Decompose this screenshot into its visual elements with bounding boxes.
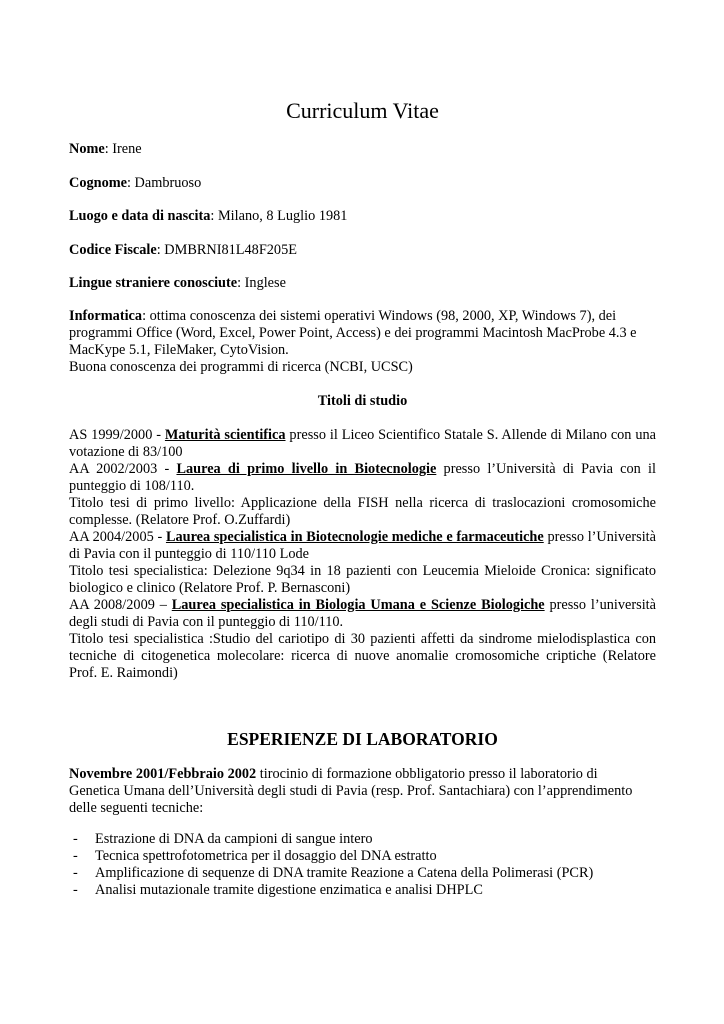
list-item [69, 882, 656, 899]
lab-text: tirocinio di formazione obbligatorio presso il laboratorio di Genetica Umana dell’Università degli studi di Pavia (resp. Prof. Santachiara) con l’apprendimento delle seguenti tecniche: [69, 766, 633, 816]
list-item-text: Tecnica spettrofotometrica per il dosaggio del DNA estratto [95, 848, 437, 864]
list-item [69, 865, 656, 882]
list-item-text: Analisi mutazionale tramite digestione enzimatica e analisi DHPLC [95, 882, 483, 898]
list-item [69, 848, 656, 865]
lingue-value: : Inglese [237, 275, 286, 291]
study-title: Laurea specialistica in Biotecnologie mediche e farmaceutiche [165, 529, 544, 545]
study-detail: presso l’Università di Pavia con il punteggio di 108/110. [69, 461, 656, 494]
dash-bullet: - [73, 882, 78, 898]
study-entry [69, 461, 656, 495]
lab-period: Novembre 2001/Febbraio 2002 [69, 766, 257, 782]
study-title: Laurea di primo livello in Biotecnologie [176, 461, 437, 477]
field-luogo-data [69, 208, 656, 225]
study-title: Maturità scientifica [164, 427, 286, 443]
study-thesis: Titolo tesi specialistica :Studio del cariotipo di 30 pazienti affetti da sindrome mielodisplastica con tecniche di citogenetica molecolare: ricerca di nuove anomalie cromosomiche criptiche (Relatore Prof. E. Raimondi) [69, 631, 656, 681]
dash-bullet: - [73, 831, 78, 847]
study-year: AS 1999/2000 - [69, 427, 165, 443]
cf-label: Codice Fiscale [69, 242, 157, 258]
list-item [69, 831, 656, 848]
study-detail: presso il Liceo Scientifico Statale S. Allende di Milano con una votazione di 83/100 [69, 427, 657, 460]
field-nome [69, 141, 656, 158]
nome-value: : Irene [104, 141, 142, 157]
informatica-label: Informatica [69, 308, 143, 324]
cognome-label: Cognome [69, 175, 127, 191]
study-detail: presso l’Università di Pavia con il punteggio di 110/110 Lode [69, 529, 656, 562]
esperienze-heading: ESPERIENZE DI LABORATORIO [227, 729, 498, 749]
list-item-text: Amplificazione di sequenze di DNA tramite Reazione a Catena della Polimerasi (PCR) [95, 865, 594, 881]
field-lingue [69, 275, 656, 292]
lingue-label: Lingue straniere conosciute [69, 275, 238, 291]
cf-value: : DMBRNI81L48F205E [156, 242, 297, 258]
study-entry [69, 427, 656, 461]
study-entry [69, 597, 656, 631]
dash-bullet: - [73, 848, 78, 864]
study-year: AA 2008/2009 – [69, 597, 172, 613]
study-entry [69, 529, 656, 563]
study-thesis: Titolo tesi di primo livello: Applicazione della FISH nella ricerca di traslocazioni cromosomiche complesse. (Relatore Prof. O.Zuffardi) [69, 495, 656, 528]
list-item-text: Estrazione di DNA da campioni di sangue intero [95, 831, 373, 847]
lab-paragraph [69, 766, 639, 817]
nome-label: Nome [69, 141, 105, 157]
informatica-line2: Buona conoscenza dei programmi di ricerca (NCBI, UCSC) [69, 359, 413, 375]
dash-bullet: - [73, 865, 78, 881]
informatica-paragraph [69, 308, 649, 376]
luogo-value: : Milano, 8 Luglio 1981 [210, 208, 348, 224]
study-year: AA 2002/2003 - [69, 461, 177, 477]
cognome-value: : Dambruoso [126, 175, 202, 191]
study-year: AA 2004/2005 - [69, 529, 166, 545]
study-thesis: Titolo tesi specialistica: Delezione 9q34 in 18 pazienti con Leucemia Mieloide Cronica: significato biologico e clinico (Relatore Prof. P. Bernasconi) [69, 563, 656, 596]
luogo-label: Luogo e data di nascita [69, 208, 211, 224]
techniques-list [69, 831, 656, 899]
study-title: Laurea specialistica in Biologia Umana e Scienze Biologiche [171, 597, 545, 613]
field-cognome [69, 175, 656, 192]
page-title: Curriculum Vitae [286, 98, 439, 123]
titoli-heading: Titoli di studio [317, 393, 408, 409]
informatica-text: : ottima conoscenza dei sistemi operativi Windows (98, 2000, XP, Windows 7), dei programmi Office (Word, Excel, Power Point, Access) e dei programmi Macintosh MacProbe 4.3 e MacKype 5.1, FileMaker, CytoVision. [69, 308, 637, 358]
study-detail: presso l’università degli studi di Pavia con il punteggio di 110/110. [69, 597, 656, 630]
field-codice-fiscale [69, 242, 656, 259]
studies-block [69, 427, 656, 682]
